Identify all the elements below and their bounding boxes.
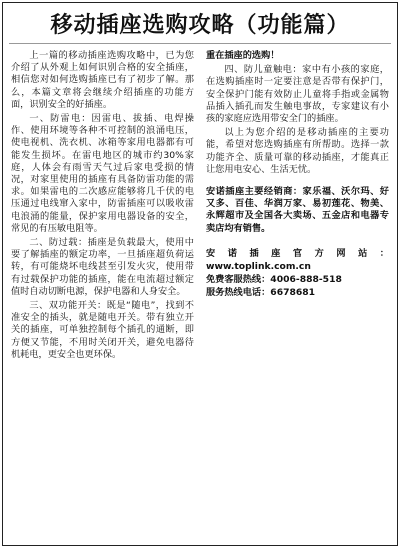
right-column — [200, 50, 389, 542]
left-column — [11, 50, 200, 542]
right-heading: 重在插座的选购！ — [206, 50, 280, 61]
dealers-paragraph: 安诺插座主要经销商：家乐福、沃尔玛、好又多、百佳、华润万家、易初莲花、物美、永辉超市及全国各大卖场、五金店和电器专卖店均有销售。 — [206, 186, 389, 234]
article-body — [3, 44, 397, 542]
hotline-line: 免费客服热线：4006-888-518 — [206, 273, 342, 285]
dual-switch-paragraph: 三、双功能开关：既是“随电”，找到不准安全的插头，就是随电开关。带有独立开关的插座，可单独控制每个插孔的通断，即方便又节能，不用时关闭开关，避免电器待机耗电，更安全也更环保。 — [11, 300, 194, 360]
intro-paragraph: 上一篇的移动插座选购攻略中，已为您介绍了从外观上如何识别合格的安全插座，相信您对如何选购插座已有了初步了解。那么，本篇文章将会继续介绍插座的功能方面，识别安全的好插座。 — [11, 50, 194, 110]
website-line: 安诺插座官方网站：www.toplink.com.cn — [206, 247, 389, 272]
lightning-protection-paragraph: 一、防雷电：因雷电、拔插、电焊操作、使用环境等各种不可控制的浪涌电压，使电视机、洗衣机、冰箱等家用电器都有可能发生损坏。在雷电地区的城市约30%家庭，人体会有雨雪天气过后家电受损的情况，对家里使用的插座有具备防雷功能的需求。如果雷电的二次感应能够将几千伏的电压通过电线窜入家中，防雷插座可以吸收雷电浪涌的能量，保护家用电器设备的安全，常见的有压敏电阻等。 — [11, 113, 194, 234]
article-title: 移动插座选购攻略（功能篇） — [9, 3, 391, 44]
article-page — [2, 2, 398, 546]
overload-protection-paragraph: 二、防过载：插座是负载最大，使用中要了解插座的额定功率，一旦插座超负荷运转，有可能烧坏电线甚至引发火灾，使用带有过载保护功能的插座，能在电流超过额定值时自动切断电源，保护电器和人身安全。 — [11, 237, 194, 297]
service-line: 服务热线电话：6678681 — [206, 286, 316, 298]
contact-info — [206, 247, 389, 299]
child-safety-paragraph: 四、防儿童触电：家中有小孩的家庭，在选购插座时一定要注意是否带有保护门，安全保护门能有效防止儿童将手指或金属物品插入插孔而发生触电事故，专家建议有小孩的家庭应选用带安全门的插座。 — [206, 64, 389, 125]
summary-paragraph: 以上为您介绍的是移动插座的主要功能，希望对您选购插座有所帮助。选择一款功能齐全、质量可靠的移动插座，才能真正让您用电安心、生活无忧。 — [206, 127, 389, 175]
